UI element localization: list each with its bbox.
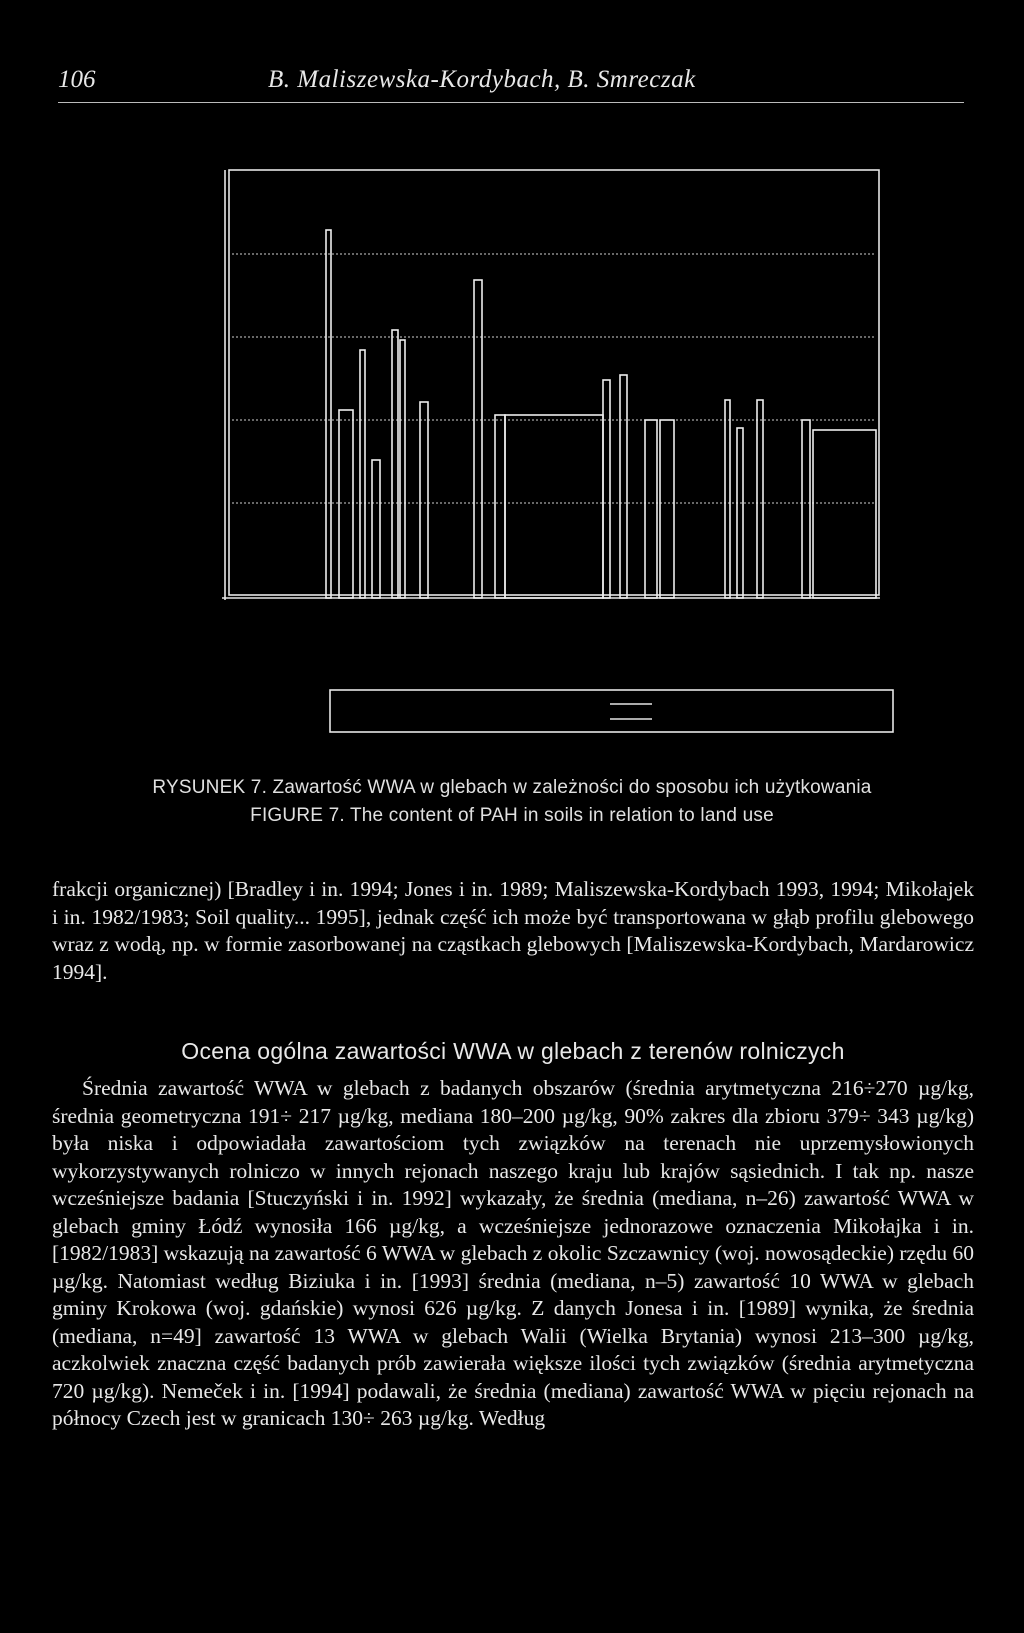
legend-box bbox=[330, 690, 893, 732]
section-heading: Ocena ogólna zawartości WWA w glebach z terenów rolniczych bbox=[181, 1038, 845, 1064]
figure-7 bbox=[0, 0, 1024, 760]
gridlines bbox=[232, 254, 876, 503]
running-title-authors: B. Maliszewska-Kordybach, B. Smreczak bbox=[268, 66, 696, 93]
bars bbox=[326, 230, 876, 598]
paragraph-continuation: frakcji organicznej) [Bradley i in. 1994; Jones i in. 1989; Maliszewska-Kordybach 1993, 1994; Mikołajek i in. 1982/1983; Soil quality... 1995], jednak część ich może być transportowana w głąb profilu glebowego wraz z wodą, np. w formie zasorbowanej na cząstkach glebowych [Maliszewska-Kordybach, Mardarowicz 1994]. bbox=[52, 877, 974, 984]
bar-chart-figure bbox=[0, 0, 1024, 760]
page-number: 106 bbox=[58, 66, 96, 93]
paragraph-body: Średnia zawartość WWA w glebach z badanych obszarów (średnia arytmetyczna 216÷270 µg/kg, średnia geometryczna 191÷ 217 µg/kg, mediana 180–200 µg/kg, 90% zakres dla zbioru 379÷ 343 µg/kg) była niska i odpowiadała zawartościom tych związków na terenach nie uprzemysłowionych wykorzystywanych rolniczo w innych rejonach naszego kraju lub krajów sąsiednich. I tak np. nasze wcześniejsze badania [Stuczyński i in. 1992] wykazały, że średnia (mediana, n–26) zawartość WWA w glebach gminy Łódź wynosiła 166 µg/kg, a wcześniejsze jednorazowe oznaczenia Mikołajka i in. [1982/1983] wskazują na zawartość 6 WWA w glebach z okolic Szczawnicy (woj. nowosądeckie) rzędu 60 µg/kg. Natomiast według Biziuka i in. [1993] średnia (mediana, n–5) zawartość 10 WWA w glebach gminy Krokowa (woj. gdańskie) wynosi 626 µg/kg. Z danych Jonesa i in. [1989] wynika, że średnia (mediana, n=49] zawartość 13 WWA w glebach Walii (Wielka Brytania) wynosi 213–300 µg/kg, aczkolwiek znaczna część badanych prób zawierała większe ilości tych związków (średnia arytmetyczna 720 µg/kg). Nemeček i in. [1994] podawali, że średnia (mediana) zawartość WWA w pięciu rejonach na północy Czech jest w granicach 130÷ 263 µg/kg. Według bbox=[52, 1076, 974, 1430]
figure-caption-polish: RYSUNEK 7. Zawartość WWA w glebach w zależności do sposobu ich użytkowania bbox=[152, 777, 872, 798]
figure-caption-english: FIGURE 7. The content of PAH in soils in relation to land use bbox=[250, 805, 774, 826]
